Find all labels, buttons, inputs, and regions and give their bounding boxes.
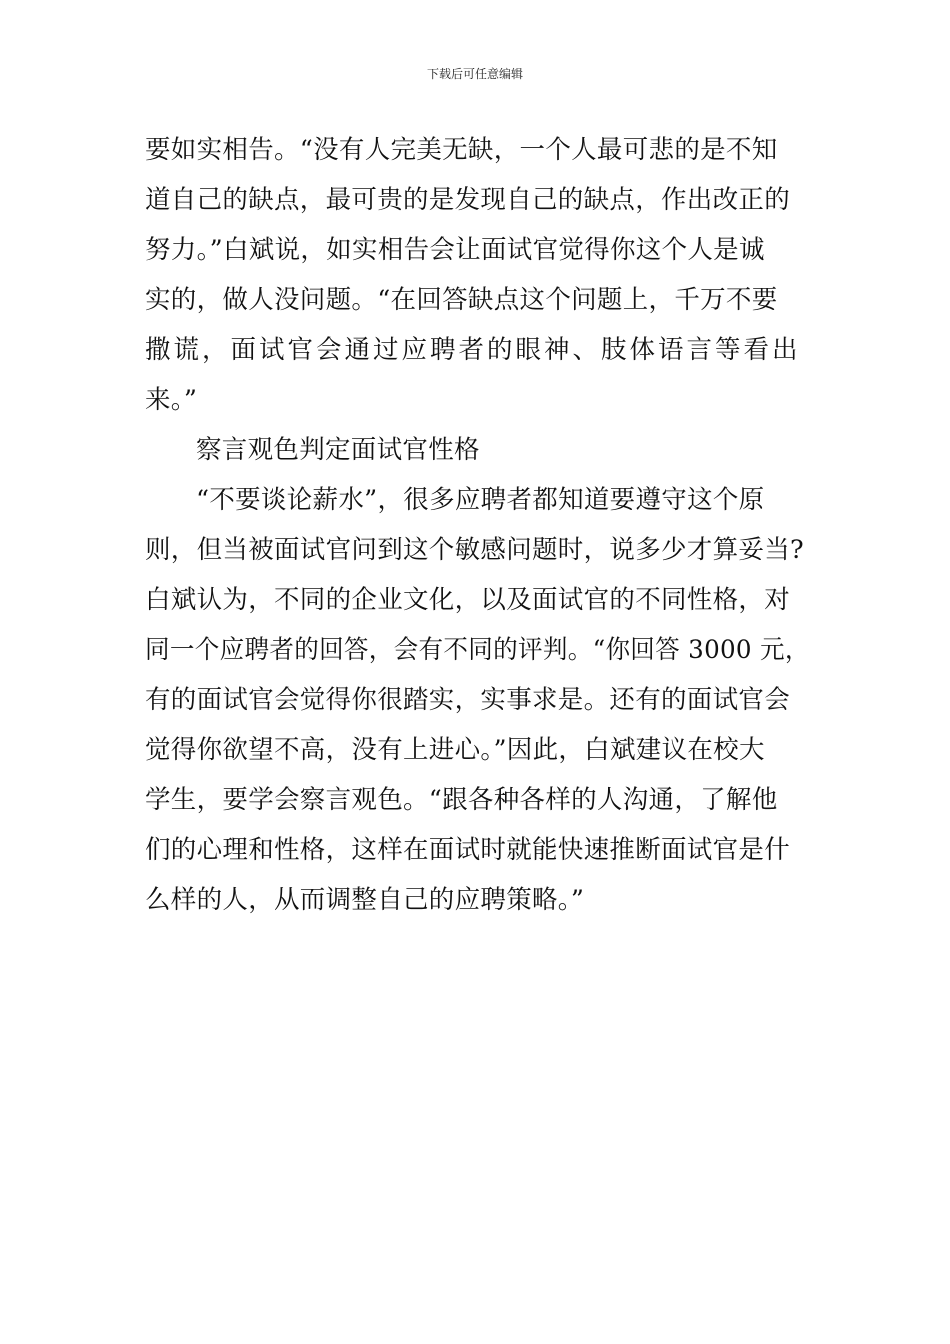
text-line: 来。” — [145, 385, 198, 415]
text-line: 白斌认为，不同的企业文化，以及面试官的不同性格，对 — [145, 585, 791, 615]
text-line: 学生，要学会察言观色。“跟各种各样的人沟通，了解他 — [145, 785, 778, 815]
text-line: 同一个应聘者的回答，会有不同的评判。“你回答 3000 元， — [145, 635, 810, 665]
page-header: 下载后可任意编辑 — [426, 67, 523, 81]
text-line: 么样的人，从而调整自己的应聘策略。” — [145, 885, 585, 915]
text-line: 则，但当被面试官问到这个敏感问题时，说多少才算妥当? — [145, 535, 804, 565]
text-line: 实的，做人没问题。“在回答缺点这个问题上，千万不要 — [145, 285, 778, 315]
section-heading: 察言观色判定面试官性格 — [196, 435, 480, 465]
text-line: 道自己的缺点，最可贵的是发现自己的缺点，作出改正的 — [145, 185, 791, 215]
text-line: 撒谎，面试官会通过应聘者的眼神、肢体语言等看出 — [145, 335, 801, 365]
text-line: 觉得你欲望不高，没有上进心。”因此，白斌建议在校大 — [145, 735, 765, 765]
text-line: 要如实相告。“没有人完美无缺，一个人最可悲的是不知 — [145, 135, 778, 165]
text-line: 们的心理和性格，这样在面试时就能快速推断面试官是什 — [145, 835, 791, 865]
text-line: 努力。”白斌说，如实相告会让面试官觉得你这个人是诚 — [145, 235, 765, 265]
text-line: 有的面试官会觉得你很踏实，实事求是。还有的面试官会 — [145, 685, 791, 715]
text-line: “不要谈论薪水”，很多应聘者都知道要遵守这个原 — [196, 485, 765, 515]
